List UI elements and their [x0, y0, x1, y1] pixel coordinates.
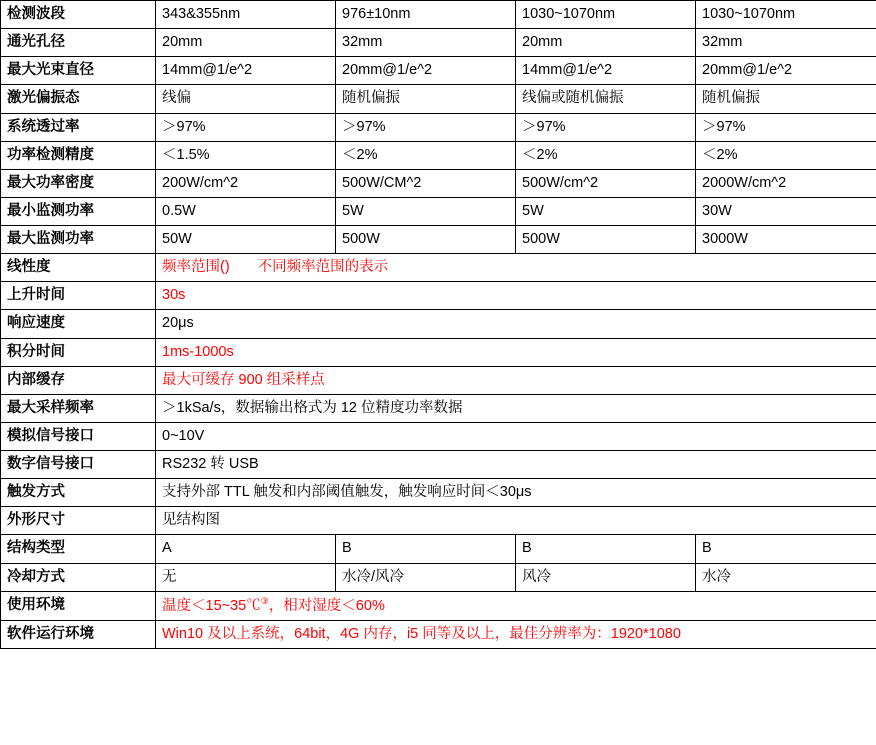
row-label: 响应速度: [1, 310, 156, 338]
row-cell: 32mm: [336, 29, 516, 57]
table-row: [1, 338, 876, 366]
row-cell: Win10 及以上系统，64bit，4G 内存，i5 同等及以上，最佳分辨率为：1920*1080: [156, 620, 876, 648]
row-cell: 30W: [696, 197, 876, 225]
row-cell: 14mm@1/e^2: [156, 57, 336, 85]
row-cell: 20mm: [516, 29, 696, 57]
table-row: [1, 197, 876, 225]
row-cell: ＞97%: [156, 113, 336, 141]
table-body: [1, 1, 876, 649]
row-cell: 32mm: [696, 29, 876, 57]
table-row: [1, 535, 876, 563]
row-cell: ＜2%: [336, 141, 516, 169]
row-cell: ＞97%: [696, 113, 876, 141]
row-cell: 风冷: [516, 563, 696, 591]
table-row: [1, 310, 876, 338]
row-label: 触发方式: [1, 479, 156, 507]
row-cell: 0.5W: [156, 197, 336, 225]
footnote-marker: ③: [260, 595, 269, 606]
table-row: [1, 85, 876, 113]
row-cell: 线偏: [156, 85, 336, 113]
row-label: 最大采样频率: [1, 394, 156, 422]
row-cell: 500W/cm^2: [516, 169, 696, 197]
row-cell: 30s: [156, 282, 876, 310]
row-cell: 5W: [516, 197, 696, 225]
row-cell: 20mm@1/e^2: [336, 57, 516, 85]
environment-temperature: 温度＜15~35℃: [162, 597, 261, 614]
row-cell: 500W: [336, 226, 516, 254]
row-cell: 随机偏振: [696, 85, 876, 113]
row-cell: 支持外部 TTL 触发和内部阈值触发，触发响应时间＜30μs: [156, 479, 876, 507]
row-cell: ＜1.5%: [156, 141, 336, 169]
table-row: [1, 226, 876, 254]
row-cell: 随机偏振: [336, 85, 516, 113]
table-row: [1, 591, 876, 620]
row-label: 上升时间: [1, 282, 156, 310]
row-cell: 14mm@1/e^2: [516, 57, 696, 85]
row-label: 通光孔径: [1, 29, 156, 57]
row-cell: 最大可缓存 900 组采样点: [156, 366, 876, 394]
row-cell: ＜2%: [516, 141, 696, 169]
table-row: [1, 29, 876, 57]
row-label: 激光偏振态: [1, 85, 156, 113]
row-cell: 水冷: [696, 563, 876, 591]
row-cell: 20mm@1/e^2: [696, 57, 876, 85]
row-cell: 3000W: [696, 226, 876, 254]
row-cell: 1030~1070nm: [516, 1, 696, 29]
row-cell: 1ms-1000s: [156, 338, 876, 366]
row-cell: 200W/cm^2: [156, 169, 336, 197]
table-row: [1, 141, 876, 169]
table-row: [1, 507, 876, 535]
row-cell: B: [696, 535, 876, 563]
row-cell: 5W: [336, 197, 516, 225]
table-row: [1, 366, 876, 394]
row-cell: ＜2%: [696, 141, 876, 169]
table-row: [1, 57, 876, 85]
environment-humidity: ，相对湿度＜60%: [268, 597, 385, 614]
row-cell: 线偏或随机偏振: [516, 85, 696, 113]
row-label: 线性度: [1, 254, 156, 282]
row-cell: [156, 591, 876, 620]
row-cell: 1030~1070nm: [696, 1, 876, 29]
row-label: 结构类型: [1, 535, 156, 563]
row-label: 最大功率密度: [1, 169, 156, 197]
table-row: [1, 620, 876, 648]
row-cell: 水冷/风冷: [336, 563, 516, 591]
row-label: 最小监测功率: [1, 197, 156, 225]
table-row: [1, 394, 876, 422]
row-cell: 20mm: [156, 29, 336, 57]
row-label: 软件运行环境: [1, 620, 156, 648]
linearity-note: 不同频率范围的表示: [257, 259, 389, 276]
row-cell: B: [336, 535, 516, 563]
row-cell: 20μs: [156, 310, 876, 338]
row-label: 使用环境: [1, 591, 156, 620]
row-cell: 2000W/cm^2: [696, 169, 876, 197]
row-cell: 500W: [516, 226, 696, 254]
row-cell: A: [156, 535, 336, 563]
table-row: [1, 282, 876, 310]
row-cell: ＞1kSa/s，数据输出格式为 12 位精度功率数据: [156, 394, 876, 422]
row-label: 功率检测精度: [1, 141, 156, 169]
row-cell: 见结构图: [156, 507, 876, 535]
row-label: 模拟信号接口: [1, 422, 156, 450]
row-cell: [156, 254, 876, 282]
table-row: [1, 254, 876, 282]
table-row: [1, 479, 876, 507]
table-row: [1, 563, 876, 591]
row-cell: B: [516, 535, 696, 563]
linearity-value: 频率范围(): [162, 259, 230, 276]
table-row: [1, 169, 876, 197]
row-label: 数字信号接口: [1, 451, 156, 479]
row-label: 最大监测功率: [1, 226, 156, 254]
row-label: 内部缓存: [1, 366, 156, 394]
row-cell: 500W/CM^2: [336, 169, 516, 197]
row-label: 积分时间: [1, 338, 156, 366]
row-cell: ＞97%: [516, 113, 696, 141]
row-cell: 无: [156, 563, 336, 591]
row-label: 检测波段: [1, 1, 156, 29]
row-cell: 976±10nm: [336, 1, 516, 29]
table-row: [1, 422, 876, 450]
row-cell: RS232 转 USB: [156, 451, 876, 479]
row-cell: ＞97%: [336, 113, 516, 141]
row-label: 最大光束直径: [1, 57, 156, 85]
row-cell: 343&355nm: [156, 1, 336, 29]
row-cell: 50W: [156, 226, 336, 254]
row-label: 冷却方式: [1, 563, 156, 591]
table-row: [1, 1, 876, 29]
row-label: 系统透过率: [1, 113, 156, 141]
row-cell: 0~10V: [156, 422, 876, 450]
table-row: [1, 451, 876, 479]
table-row: [1, 113, 876, 141]
row-label: 外形尺寸: [1, 507, 156, 535]
